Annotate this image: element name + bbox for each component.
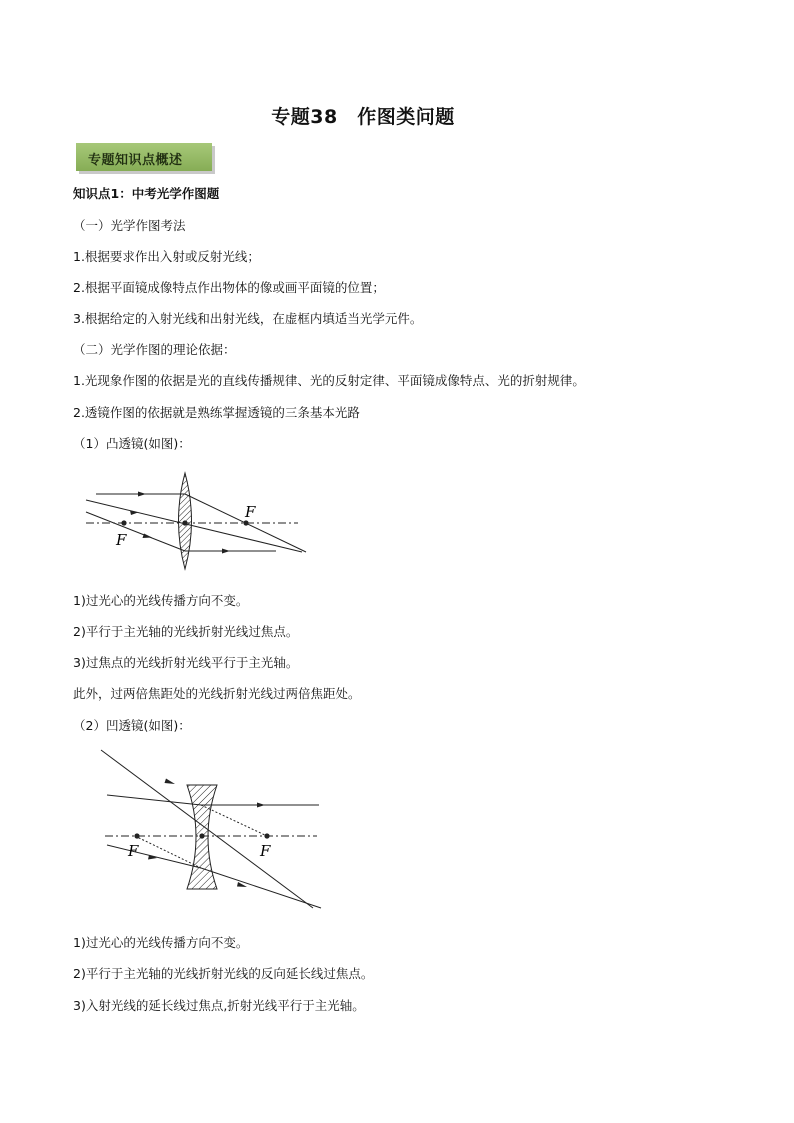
focus-point-right <box>243 520 248 525</box>
focus-point-left <box>121 520 126 525</box>
part2-item: 2.透镜作图的依据就是熟练掌握透镜的三条基本光路 <box>73 405 360 420</box>
focus-point-right <box>264 833 269 838</box>
part1-item: 1.根据要求作出入射或反射光线； <box>73 249 260 264</box>
convex-lens-diagram <box>80 468 310 572</box>
ray <box>107 845 201 868</box>
ray <box>107 795 201 805</box>
ray <box>86 512 185 551</box>
knowledge-point-heading: 知识点1：中考光学作图题 <box>73 186 220 201</box>
concave-rule: 1)过光心的光线传播方向不变。 <box>73 935 249 950</box>
convex-extra-note: 此外，过两倍焦距处的光线折射光线过两倍焦距处。 <box>73 686 361 701</box>
focus-label-left: F <box>116 531 127 549</box>
optical-center <box>182 520 187 525</box>
page-title: 专题38 作图类问题 <box>271 106 455 128</box>
convex-rule: 2)平行于主光轴的光线折射光线过焦点。 <box>73 624 299 639</box>
ray <box>201 868 321 908</box>
part1-item: 3.根据给定的入射光线和出射光线，在虚框内填适当光学元件。 <box>73 311 423 326</box>
concave-lens-label: （2）凹透镜(如图)： <box>73 718 191 733</box>
arrow-head <box>165 779 176 785</box>
section-badge-label: 专题知识点概述 <box>88 153 183 168</box>
focus-label-right: F <box>260 842 271 860</box>
section-badge <box>76 143 212 171</box>
focus-point-left <box>134 833 139 838</box>
arrow-head <box>138 492 146 497</box>
arrow-head <box>222 549 230 554</box>
focus-label-left: F <box>128 842 139 860</box>
ray-extension <box>135 836 201 868</box>
part1-heading: （一）光学作图考法 <box>73 218 186 233</box>
part2-heading: （二）光学作图的理论依据： <box>73 342 236 357</box>
convex-lens-label: （1）凸透镜(如图)： <box>73 436 191 451</box>
arrow-head <box>257 803 265 808</box>
convex-rule: 3)过焦点的光线折射光线平行于主光轴。 <box>73 655 299 670</box>
focus-label-right: F <box>245 503 256 521</box>
optical-center <box>199 833 204 838</box>
concave-lens-diagram <box>95 745 325 913</box>
concave-rule: 3)入射光线的延长线过焦点,折射光线平行于主光轴。 <box>73 998 365 1013</box>
convex-rule: 1)过光心的光线传播方向不变。 <box>73 593 249 608</box>
part2-item: 1.光现象作图的依据是光的直线传播规律、光的反射定律、平面镜成像特点、光的折射规律。 <box>73 373 585 388</box>
arrow-head <box>143 534 153 539</box>
concave-rule: 2)平行于主光轴的光线折射光线的反向延长线过焦点。 <box>73 966 374 981</box>
part1-item: 2.根据平面镜成像特点作出物体的像或画平面镜的位置； <box>73 280 385 295</box>
